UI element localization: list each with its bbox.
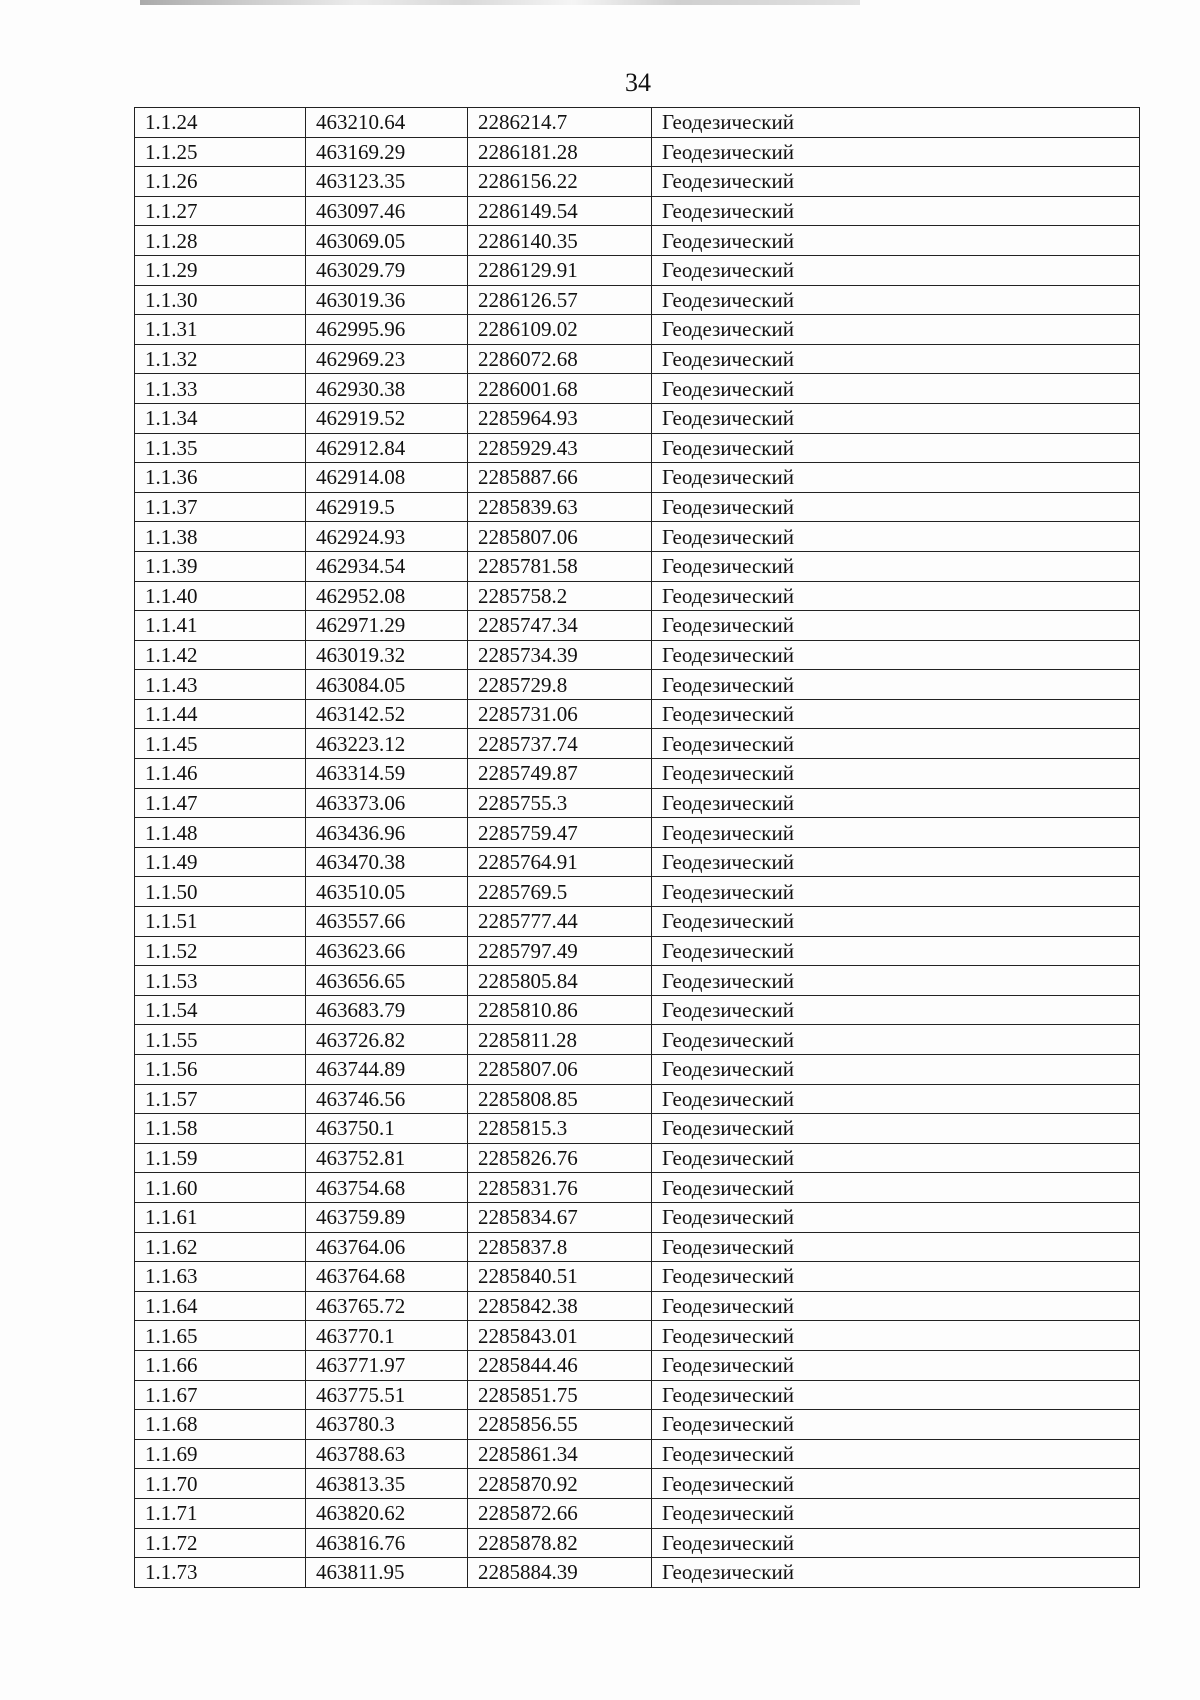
point-id-cell: 1.1.51 <box>135 907 306 937</box>
method-cell: Геодезический <box>652 818 1140 848</box>
y-coordinate-cell: 2285851.75 <box>468 1380 652 1410</box>
method-cell: Геодезический <box>652 196 1140 226</box>
y-coordinate-cell: 2286109.02 <box>468 315 652 345</box>
y-coordinate-cell: 2285844.46 <box>468 1350 652 1380</box>
y-coordinate-cell: 2285747.34 <box>468 611 652 641</box>
x-coordinate-cell: 462919.52 <box>306 403 468 433</box>
method-cell: Геодезический <box>652 285 1140 315</box>
table-row <box>135 1232 1140 1262</box>
y-coordinate-cell: 2285872.66 <box>468 1498 652 1528</box>
y-coordinate-cell: 2285839.63 <box>468 492 652 522</box>
y-coordinate-cell: 2285815.3 <box>468 1114 652 1144</box>
point-id-cell: 1.1.45 <box>135 729 306 759</box>
method-cell: Геодезический <box>652 670 1140 700</box>
method-cell: Геодезический <box>652 1528 1140 1558</box>
y-coordinate-cell: 2285861.34 <box>468 1439 652 1469</box>
method-cell: Геодезический <box>652 877 1140 907</box>
table-row <box>135 492 1140 522</box>
y-coordinate-cell: 2285807.06 <box>468 522 652 552</box>
point-id-cell: 1.1.39 <box>135 551 306 581</box>
method-cell: Геодезический <box>652 1232 1140 1262</box>
y-coordinate-cell: 2286129.91 <box>468 255 652 285</box>
x-coordinate-cell: 463314.59 <box>306 759 468 789</box>
table-row <box>135 463 1140 493</box>
method-cell: Геодезический <box>652 699 1140 729</box>
table-row <box>135 759 1140 789</box>
x-coordinate-cell: 462952.08 <box>306 581 468 611</box>
x-coordinate-cell: 463142.52 <box>306 699 468 729</box>
table-row <box>135 1291 1140 1321</box>
method-cell: Геодезический <box>652 403 1140 433</box>
x-coordinate-cell: 463820.62 <box>306 1498 468 1528</box>
point-id-cell: 1.1.31 <box>135 315 306 345</box>
x-coordinate-cell: 463726.82 <box>306 1025 468 1055</box>
x-coordinate-cell: 463816.76 <box>306 1528 468 1558</box>
y-coordinate-cell: 2285764.91 <box>468 847 652 877</box>
y-coordinate-cell: 2286140.35 <box>468 226 652 256</box>
method-cell: Геодезический <box>652 374 1140 404</box>
table-row <box>135 344 1140 374</box>
method-cell: Геодезический <box>652 936 1140 966</box>
point-id-cell: 1.1.33 <box>135 374 306 404</box>
y-coordinate-cell: 2285749.87 <box>468 759 652 789</box>
method-cell: Геодезический <box>652 315 1140 345</box>
table-row <box>135 374 1140 404</box>
x-coordinate-cell: 463656.65 <box>306 966 468 996</box>
table-row <box>135 611 1140 641</box>
x-coordinate-cell: 463510.05 <box>306 877 468 907</box>
point-id-cell: 1.1.61 <box>135 1202 306 1232</box>
x-coordinate-cell: 462914.08 <box>306 463 468 493</box>
table-row <box>135 936 1140 966</box>
table-row <box>135 788 1140 818</box>
method-cell: Геодезический <box>652 255 1140 285</box>
point-id-cell: 1.1.69 <box>135 1439 306 1469</box>
method-cell: Геодезический <box>652 463 1140 493</box>
x-coordinate-cell: 463775.51 <box>306 1380 468 1410</box>
method-cell: Геодезический <box>652 1262 1140 1292</box>
x-coordinate-cell: 463019.32 <box>306 640 468 670</box>
method-cell: Геодезический <box>652 1025 1140 1055</box>
table-row <box>135 670 1140 700</box>
x-coordinate-cell: 463097.46 <box>306 196 468 226</box>
point-id-cell: 1.1.67 <box>135 1380 306 1410</box>
table-row <box>135 1262 1140 1292</box>
y-coordinate-cell: 2285964.93 <box>468 403 652 433</box>
method-cell: Геодезический <box>652 226 1140 256</box>
point-id-cell: 1.1.24 <box>135 108 306 138</box>
point-id-cell: 1.1.57 <box>135 1084 306 1114</box>
method-cell: Геодезический <box>652 1055 1140 1085</box>
x-coordinate-cell: 463764.06 <box>306 1232 468 1262</box>
y-coordinate-cell: 2285826.76 <box>468 1143 652 1173</box>
point-id-cell: 1.1.48 <box>135 818 306 848</box>
method-cell: Геодезический <box>652 167 1140 197</box>
y-coordinate-cell: 2286156.22 <box>468 167 652 197</box>
method-cell: Геодезический <box>652 729 1140 759</box>
point-id-cell: 1.1.53 <box>135 966 306 996</box>
y-coordinate-cell: 2285729.8 <box>468 670 652 700</box>
y-coordinate-cell: 2286214.7 <box>468 108 652 138</box>
method-cell: Геодезический <box>652 108 1140 138</box>
y-coordinate-cell: 2285837.8 <box>468 1232 652 1262</box>
table-row <box>135 1558 1140 1588</box>
method-cell: Геодезический <box>652 907 1140 937</box>
point-id-cell: 1.1.66 <box>135 1350 306 1380</box>
method-cell: Геодезический <box>652 995 1140 1025</box>
x-coordinate-cell: 463436.96 <box>306 818 468 848</box>
coordinates-table <box>134 107 1140 1588</box>
y-coordinate-cell: 2285759.47 <box>468 818 652 848</box>
x-coordinate-cell: 463752.81 <box>306 1143 468 1173</box>
table-row <box>135 699 1140 729</box>
method-cell: Геодезический <box>652 1410 1140 1440</box>
point-id-cell: 1.1.65 <box>135 1321 306 1351</box>
x-coordinate-cell: 463788.63 <box>306 1439 468 1469</box>
y-coordinate-cell: 2285840.51 <box>468 1262 652 1292</box>
point-id-cell: 1.1.29 <box>135 255 306 285</box>
table-row <box>135 1439 1140 1469</box>
table-row <box>135 729 1140 759</box>
table-row <box>135 285 1140 315</box>
point-id-cell: 1.1.73 <box>135 1558 306 1588</box>
y-coordinate-cell: 2286072.68 <box>468 344 652 374</box>
table-row <box>135 1143 1140 1173</box>
table-row <box>135 1528 1140 1558</box>
x-coordinate-cell: 463759.89 <box>306 1202 468 1232</box>
table-row <box>135 1025 1140 1055</box>
table-row <box>135 433 1140 463</box>
table-row <box>135 108 1140 138</box>
point-id-cell: 1.1.34 <box>135 403 306 433</box>
y-coordinate-cell: 2285758.2 <box>468 581 652 611</box>
point-id-cell: 1.1.56 <box>135 1055 306 1085</box>
point-id-cell: 1.1.46 <box>135 759 306 789</box>
y-coordinate-cell: 2285755.3 <box>468 788 652 818</box>
point-id-cell: 1.1.28 <box>135 226 306 256</box>
table-row <box>135 167 1140 197</box>
method-cell: Геодезический <box>652 1291 1140 1321</box>
point-id-cell: 1.1.26 <box>135 167 306 197</box>
table-row <box>135 581 1140 611</box>
point-id-cell: 1.1.42 <box>135 640 306 670</box>
method-cell: Геодезический <box>652 1084 1140 1114</box>
method-cell: Геодезический <box>652 847 1140 877</box>
y-coordinate-cell: 2285887.66 <box>468 463 652 493</box>
point-id-cell: 1.1.72 <box>135 1528 306 1558</box>
y-coordinate-cell: 2286181.28 <box>468 137 652 167</box>
table-row <box>135 847 1140 877</box>
method-cell: Геодезический <box>652 611 1140 641</box>
method-cell: Геодезический <box>652 1143 1140 1173</box>
y-coordinate-cell: 2285842.38 <box>468 1291 652 1321</box>
x-coordinate-cell: 463223.12 <box>306 729 468 759</box>
y-coordinate-cell: 2285731.06 <box>468 699 652 729</box>
y-coordinate-cell: 2285777.44 <box>468 907 652 937</box>
method-cell: Геодезический <box>652 759 1140 789</box>
point-id-cell: 1.1.50 <box>135 877 306 907</box>
table-row <box>135 877 1140 907</box>
method-cell: Геодезический <box>652 1114 1140 1144</box>
point-id-cell: 1.1.43 <box>135 670 306 700</box>
table-row <box>135 1055 1140 1085</box>
table-row <box>135 966 1140 996</box>
point-id-cell: 1.1.54 <box>135 995 306 1025</box>
method-cell: Геодезический <box>652 433 1140 463</box>
point-id-cell: 1.1.49 <box>135 847 306 877</box>
method-cell: Геодезический <box>652 966 1140 996</box>
x-coordinate-cell: 463770.1 <box>306 1321 468 1351</box>
x-coordinate-cell: 463084.05 <box>306 670 468 700</box>
table-row <box>135 137 1140 167</box>
coordinates-table-body <box>135 108 1140 1588</box>
y-coordinate-cell: 2286001.68 <box>468 374 652 404</box>
x-coordinate-cell: 463764.68 <box>306 1262 468 1292</box>
table-row <box>135 1469 1140 1499</box>
method-cell: Геодезический <box>652 1321 1140 1351</box>
method-cell: Геодезический <box>652 1202 1140 1232</box>
point-id-cell: 1.1.38 <box>135 522 306 552</box>
point-id-cell: 1.1.40 <box>135 581 306 611</box>
table-row <box>135 1498 1140 1528</box>
y-coordinate-cell: 2285781.58 <box>468 551 652 581</box>
x-coordinate-cell: 463780.3 <box>306 1410 468 1440</box>
x-coordinate-cell: 463029.79 <box>306 255 468 285</box>
table-row <box>135 522 1140 552</box>
table-row <box>135 1410 1140 1440</box>
page-number: 34 <box>625 68 651 97</box>
method-cell: Геодезический <box>652 551 1140 581</box>
method-cell: Геодезический <box>652 1350 1140 1380</box>
table-row <box>135 551 1140 581</box>
x-coordinate-cell: 463744.89 <box>306 1055 468 1085</box>
table-row <box>135 1084 1140 1114</box>
x-coordinate-cell: 463169.29 <box>306 137 468 167</box>
scan-edge-artifact <box>140 0 860 5</box>
y-coordinate-cell: 2285834.67 <box>468 1202 652 1232</box>
point-id-cell: 1.1.41 <box>135 611 306 641</box>
x-coordinate-cell: 463557.66 <box>306 907 468 937</box>
table-row <box>135 226 1140 256</box>
y-coordinate-cell: 2285769.5 <box>468 877 652 907</box>
x-coordinate-cell: 463754.68 <box>306 1173 468 1203</box>
point-id-cell: 1.1.60 <box>135 1173 306 1203</box>
x-coordinate-cell: 462924.93 <box>306 522 468 552</box>
x-coordinate-cell: 463069.05 <box>306 226 468 256</box>
x-coordinate-cell: 463813.35 <box>306 1469 468 1499</box>
x-coordinate-cell: 463683.79 <box>306 995 468 1025</box>
point-id-cell: 1.1.63 <box>135 1262 306 1292</box>
y-coordinate-cell: 2285810.86 <box>468 995 652 1025</box>
y-coordinate-cell: 2285843.01 <box>468 1321 652 1351</box>
point-id-cell: 1.1.71 <box>135 1498 306 1528</box>
x-coordinate-cell: 462919.5 <box>306 492 468 522</box>
y-coordinate-cell: 2285878.82 <box>468 1528 652 1558</box>
point-id-cell: 1.1.68 <box>135 1410 306 1440</box>
table-row <box>135 995 1140 1025</box>
point-id-cell: 1.1.47 <box>135 788 306 818</box>
y-coordinate-cell: 2285737.74 <box>468 729 652 759</box>
table-row <box>135 1350 1140 1380</box>
table-row <box>135 196 1140 226</box>
point-id-cell: 1.1.64 <box>135 1291 306 1321</box>
point-id-cell: 1.1.25 <box>135 137 306 167</box>
y-coordinate-cell: 2285831.76 <box>468 1173 652 1203</box>
method-cell: Геодезический <box>652 1439 1140 1469</box>
point-id-cell: 1.1.70 <box>135 1469 306 1499</box>
y-coordinate-cell: 2285884.39 <box>468 1558 652 1588</box>
y-coordinate-cell: 2285797.49 <box>468 936 652 966</box>
table-row <box>135 1321 1140 1351</box>
x-coordinate-cell: 462930.38 <box>306 374 468 404</box>
x-coordinate-cell: 462912.84 <box>306 433 468 463</box>
point-id-cell: 1.1.37 <box>135 492 306 522</box>
x-coordinate-cell: 462969.23 <box>306 344 468 374</box>
table-row <box>135 403 1140 433</box>
table-row <box>135 1114 1140 1144</box>
y-coordinate-cell: 2286149.54 <box>468 196 652 226</box>
point-id-cell: 1.1.62 <box>135 1232 306 1262</box>
x-coordinate-cell: 463470.38 <box>306 847 468 877</box>
y-coordinate-cell: 2286126.57 <box>468 285 652 315</box>
y-coordinate-cell: 2285856.55 <box>468 1410 652 1440</box>
x-coordinate-cell: 462934.54 <box>306 551 468 581</box>
point-id-cell: 1.1.55 <box>135 1025 306 1055</box>
y-coordinate-cell: 2285808.85 <box>468 1084 652 1114</box>
x-coordinate-cell: 463765.72 <box>306 1291 468 1321</box>
y-coordinate-cell: 2285811.28 <box>468 1025 652 1055</box>
method-cell: Геодезический <box>652 1173 1140 1203</box>
table-row <box>135 1202 1140 1232</box>
table-row <box>135 818 1140 848</box>
y-coordinate-cell: 2285805.84 <box>468 966 652 996</box>
x-coordinate-cell: 463746.56 <box>306 1084 468 1114</box>
point-id-cell: 1.1.58 <box>135 1114 306 1144</box>
method-cell: Геодезический <box>652 640 1140 670</box>
method-cell: Геодезический <box>652 1558 1140 1588</box>
table-row <box>135 255 1140 285</box>
x-coordinate-cell: 463210.64 <box>306 108 468 138</box>
method-cell: Геодезический <box>652 788 1140 818</box>
point-id-cell: 1.1.32 <box>135 344 306 374</box>
point-id-cell: 1.1.35 <box>135 433 306 463</box>
x-coordinate-cell: 463771.97 <box>306 1350 468 1380</box>
point-id-cell: 1.1.44 <box>135 699 306 729</box>
point-id-cell: 1.1.30 <box>135 285 306 315</box>
method-cell: Геодезический <box>652 137 1140 167</box>
x-coordinate-cell: 463019.36 <box>306 285 468 315</box>
table-row <box>135 907 1140 937</box>
table-row <box>135 315 1140 345</box>
point-id-cell: 1.1.27 <box>135 196 306 226</box>
table-row <box>135 1380 1140 1410</box>
method-cell: Геодезический <box>652 1498 1140 1528</box>
method-cell: Геодезический <box>652 344 1140 374</box>
x-coordinate-cell: 462995.96 <box>306 315 468 345</box>
point-id-cell: 1.1.52 <box>135 936 306 966</box>
method-cell: Геодезический <box>652 1469 1140 1499</box>
x-coordinate-cell: 463623.66 <box>306 936 468 966</box>
x-coordinate-cell: 463750.1 <box>306 1114 468 1144</box>
method-cell: Геодезический <box>652 1380 1140 1410</box>
point-id-cell: 1.1.59 <box>135 1143 306 1173</box>
y-coordinate-cell: 2285929.43 <box>468 433 652 463</box>
y-coordinate-cell: 2285870.92 <box>468 1469 652 1499</box>
method-cell: Геодезический <box>652 492 1140 522</box>
method-cell: Геодезический <box>652 581 1140 611</box>
x-coordinate-cell: 463373.06 <box>306 788 468 818</box>
y-coordinate-cell: 2285734.39 <box>468 640 652 670</box>
x-coordinate-cell: 463811.95 <box>306 1558 468 1588</box>
method-cell: Геодезический <box>652 522 1140 552</box>
table-row <box>135 640 1140 670</box>
table-row <box>135 1173 1140 1203</box>
y-coordinate-cell: 2285807.06 <box>468 1055 652 1085</box>
point-id-cell: 1.1.36 <box>135 463 306 493</box>
x-coordinate-cell: 462971.29 <box>306 611 468 641</box>
x-coordinate-cell: 463123.35 <box>306 167 468 197</box>
